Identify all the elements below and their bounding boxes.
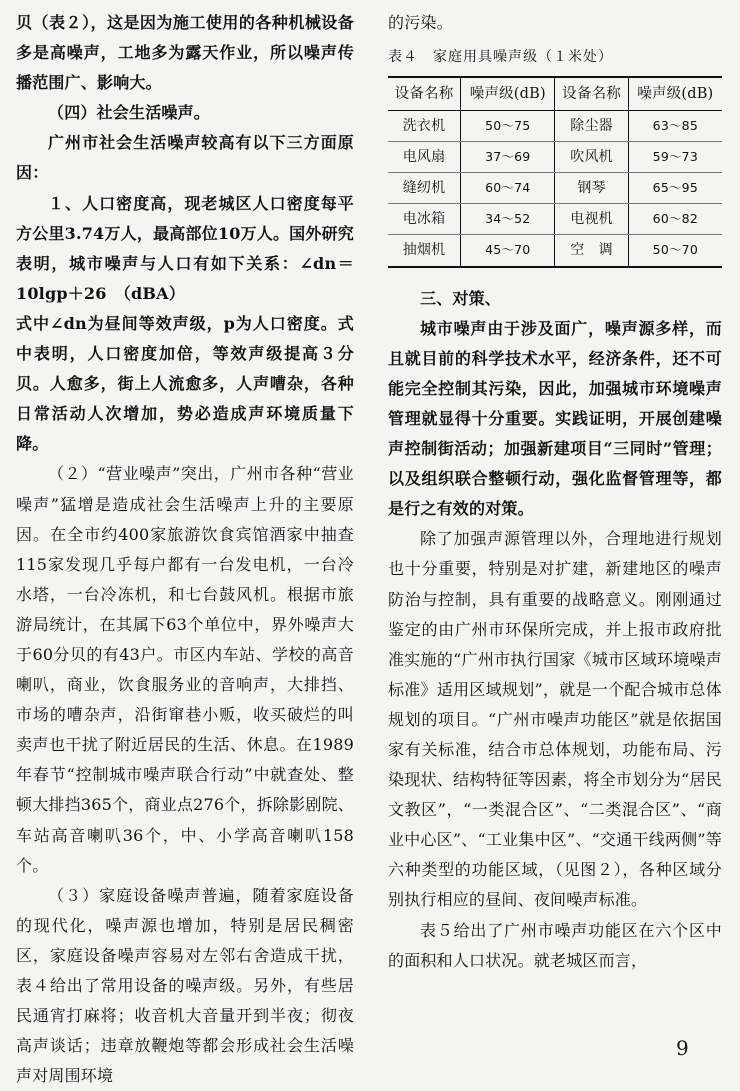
table-cell: 45～70 (461, 235, 555, 267)
paragraph: １、人口密度高，现老城区人口密度每平方公里3.74万人，最高部位10万人。国外研究表明，城市噪声与人口有如下关系：∠dn＝10lgp＋26 （dBA） (16, 193, 354, 303)
continued-text: 的污染。 (388, 13, 453, 32)
table-cell: 空 调 (555, 235, 628, 267)
table-cell: 60～82 (628, 204, 722, 235)
page-number: 9 (676, 1036, 689, 1060)
table-cell: 60～74 (461, 173, 555, 204)
table-header: 噪声级(dB) (628, 77, 722, 111)
table-row (388, 173, 722, 204)
table-row (388, 142, 722, 173)
table-header: 设备名称 (388, 77, 461, 111)
paragraph: 广州市社会生活噪声较高有以下三方面原因： (16, 133, 354, 183)
subsection-heading: （四）社会生活噪声。 (48, 103, 211, 123)
table-cell: 电风扇 (388, 142, 461, 173)
table-header: 噪声级(dB) (461, 77, 555, 111)
table-cell: 除尘器 (555, 111, 628, 142)
paragraph: 式中∠dn为昼间等效声级，p为人口密度。式中表明，人口密度加倍，等效声级提高３分贝。人愈多，街上人流愈多，人声嘈杂，各种日常活动人次增加，势必造成声环境质量下降。 (16, 313, 354, 454)
table-cell: 电冰箱 (388, 204, 461, 235)
section-heading: 三、对策、 (420, 288, 502, 308)
table-cell: 缝纫机 (388, 173, 461, 204)
left-column (16, 8, 354, 1091)
table-header-row (388, 77, 722, 111)
paragraph: （２）“营业噪声”突出，广州市各种“营业噪声”猛增是造成社会生活噪声上升的主要原因。在全市约400家旅游饮食宾馆酒家中抽查115家发现几乎每户都有一台发电机，一台冷水塔，一台冷冻机，和七台鼓风机。根据市旅游局统计，在其属下63个单位中，界外噪声大于60分贝的有43户。市区内车站、学校的高音喇叭，商业，饮食服务业的音响声，大排挡、市场的嘈杂声，沿街窜巷小贩，收买破烂的叫卖声也干扰了附近居民的生活、休息。在1989年春节“控制城市噪声联合行动”中就查处、整顿大排挡365个，商业点276个，拆除影剧院、车站高音喇叭36个，中、小学高音喇叭158个。 (16, 464, 354, 875)
table-row (388, 235, 722, 267)
table-header: 设备名称 (555, 77, 628, 111)
right-column (388, 8, 722, 976)
paragraph: 除了加强声源管理以外，合理地进行规划也十分重要，特别是对扩建，新建地区的噪声防治与控制，具有重要的战略意义。刚刚通过鉴定的由广州市环保所完成，并上报市政府批准实施的“广州市执行国家《城市区域环境噪声标准》适用区域规划”，就是一个配合城市总体规划的项目。“广州市噪声功能区”就是依据国家有关标准，结合市总体规划，功能布局、污染现状、结构特征等因素，将全市划分为“居民文教区”，“一类混合区”、“二类混合区”、“商业中心区”、“工业集中区”、“交通干线两侧”等六种类型的功能区域，（见图２），各种区域分别执行相应的昼间、夜间噪声标准。 (388, 529, 722, 910)
paragraph: （３）家庭设备噪声普遍，随着家庭设备的现代化，噪声源也增加，特别是居民稠密区，家庭设备噪声容易对左邻右舍造成干扰，表４给出了常用设备的噪声级。另外，有些居民通宵打麻将；收音机大音量开到半夜；彻夜高声谈话；违章放鞭炮等都会形成社会生活噪声对周围环境 (16, 885, 354, 1086)
paragraph: 表５给出了广州市噪声功能区在六个区中的面积和人口状况。就老城区而言， (388, 920, 722, 970)
table-row (388, 111, 722, 142)
table-cell: 59～73 (628, 142, 722, 173)
noise-level-table (388, 76, 722, 267)
paragraph: 贝（表２），这是因为施工使用的各种机械设备多是高噪声，工地多为露天作业，所以噪声传播范围广、影响大。 (16, 13, 354, 93)
table-cell: 37～69 (461, 142, 555, 173)
table-caption: 表４ 家庭用具噪声级（１米处） (388, 49, 613, 66)
table-cell: 电视机 (555, 204, 628, 235)
table-cell: 钢琴 (555, 173, 628, 204)
table-cell: 抽烟机 (388, 235, 461, 267)
table-cell: 34～52 (461, 204, 555, 235)
table-cell: 洗衣机 (388, 111, 461, 142)
table-row (388, 204, 722, 235)
table-cell: 吹风机 (555, 142, 628, 173)
table-cell: 50～75 (461, 111, 555, 142)
paragraph: 城市噪声由于涉及面广，噪声源多样，而且就目前的科学技术水平，经济条件，还不可能完全控制其污染，因此，加强城市环境噪声管理就显得十分重要。实践证明，开展创建噪声控制街活动；加强新建项目“三同时”管理；以及组织联合整顿行动，强化监督管理等，都是行之有效的对策。 (388, 318, 722, 519)
table-cell: 63～85 (628, 111, 722, 142)
table-cell: 65～95 (628, 173, 722, 204)
table-cell: 50～70 (652, 242, 698, 258)
